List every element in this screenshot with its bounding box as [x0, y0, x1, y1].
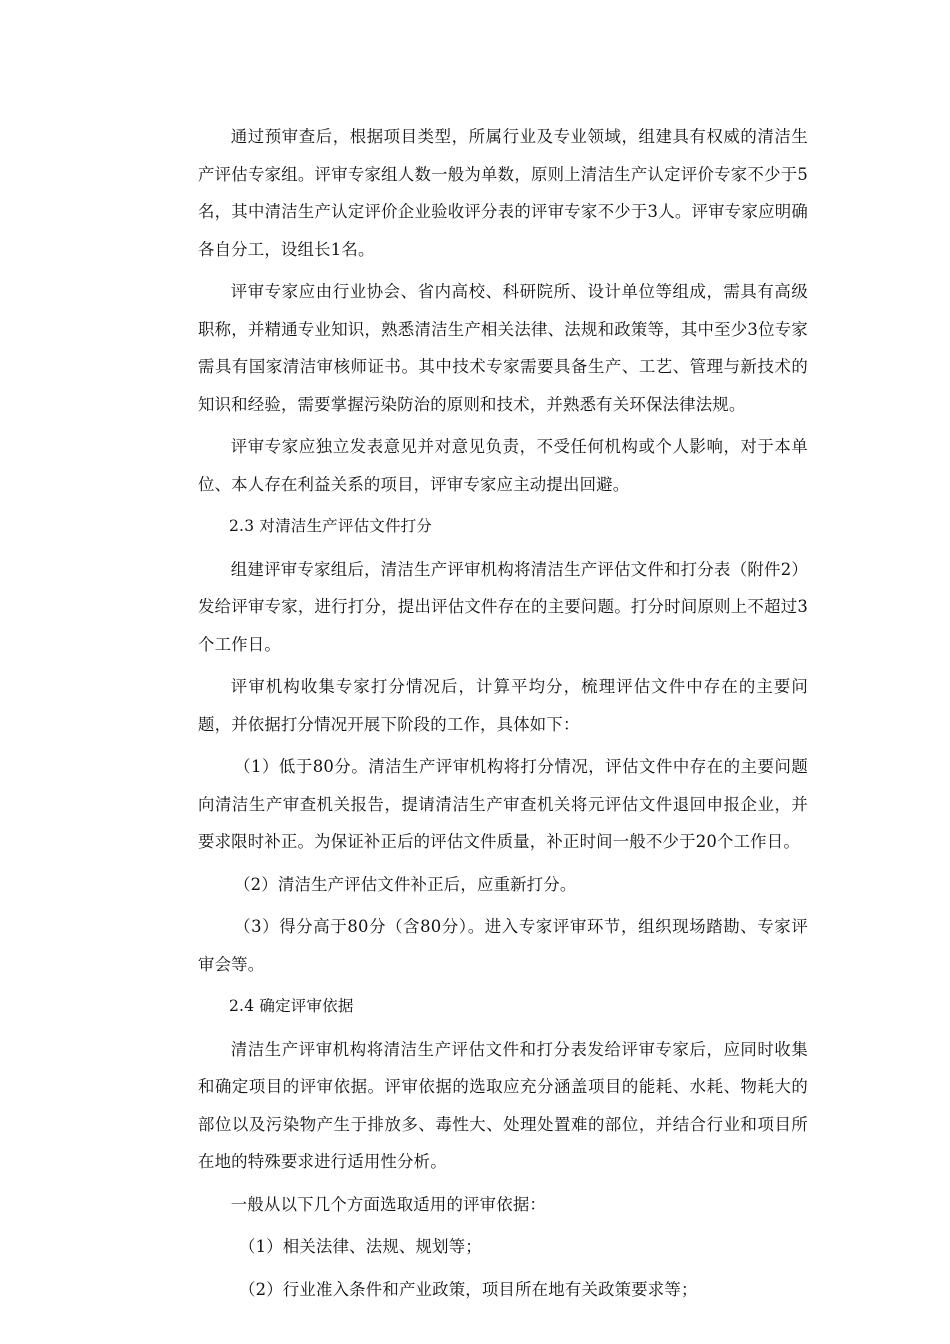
section-heading-2-4: 2.4 确定评审依据 — [229, 997, 354, 1015]
section-heading-2-3: 2.3 对清洁生产评估文件打分 — [229, 517, 433, 535]
list-item-rescore: （2）清洁生产评估文件补正后，应重新打分。 — [234, 874, 577, 894]
paragraph-expert-independence: 评审专家应独立发表意见并对意见负责，不受任何机构或个人影响，对于本单位、本人存在利益关系的项目，评审专家应主动提出回避。 — [198, 437, 808, 494]
list-item-laws: （1）相关法律、法规、规划等； — [239, 1237, 482, 1256]
paragraph-score-collection: 评审机构收集专家打分情况后，计算平均分，梳理评估文件中存在的主要问题，并依据打分情况开展下阶段的工作，具体如下： — [198, 677, 808, 734]
paragraph-review-basis: 清洁生产评审机构将清洁生产评估文件和打分表发给评审专家后，应同时收集和确定项目的评审依据。评审依据的选取应充分涵盖项目的能耗、水耗、物耗大的部位以及污染物产生于排放多、毒性大、处理处置难的部位，并结合行业和项目所在地的特殊要求进行适用性分析。 — [198, 1039, 808, 1171]
document-body — [198, 118, 808, 1313]
paragraph-expert-qualification: 评审专家应由行业协会、省内高校、科研院所、设计单位等组成，需具有高级职称，并精通专业知识，熟悉清洁生产相关法律、法规和政策等，其中至少3位专家需具有国家清洁审核师证书。其中技术专家需要具备生产、工艺、管理与新技术的知识和经验，需要掌握污染防治的原则和技术，并熟悉有关环保法律法规。 — [198, 282, 808, 414]
paragraph-scoring-process: 组建评审专家组后，清洁生产评审机构将清洁生产评估文件和打分表（附件2）发给评审专家，进行打分，提出评估文件存在的主要问题。打分时间原则上不超过3个工作日。 — [198, 559, 808, 654]
paragraph-basis-aspects: 一般从以下几个方面选取适用的评审依据： — [230, 1194, 547, 1214]
list-item-above-80: （3）得分高于80分（含80分）。进入专家评审环节，组织现场踏勘、专家评审会等。 — [198, 917, 808, 974]
list-item-below-80: （1）低于80分。清洁生产评审机构将打分情况，评估文件中存在的主要问题向清洁生产审查机关报告，提请清洁生产审查机关将元评估文件退回申报企业，并要求限时补正。为保证补正后的评估文件质量，补正时间一般不少于20个工作日。 — [198, 757, 808, 851]
list-item-industry-policy: （2）行业准入条件和产业政策，项目所在地有关政策要求等； — [239, 1279, 698, 1299]
paragraph-expert-group: 通过预审查后，根据项目类型，所属行业及专业领域，组建具有权威的清洁生产评估专家组。评审专家组人数一般为单数，原则上清洁生产认定评价专家不少于5名，其中清洁生产认定评价企业验收评分表的评审专家不少于3人。评审专家应明确各自分工，设组长1名。 — [198, 127, 808, 259]
